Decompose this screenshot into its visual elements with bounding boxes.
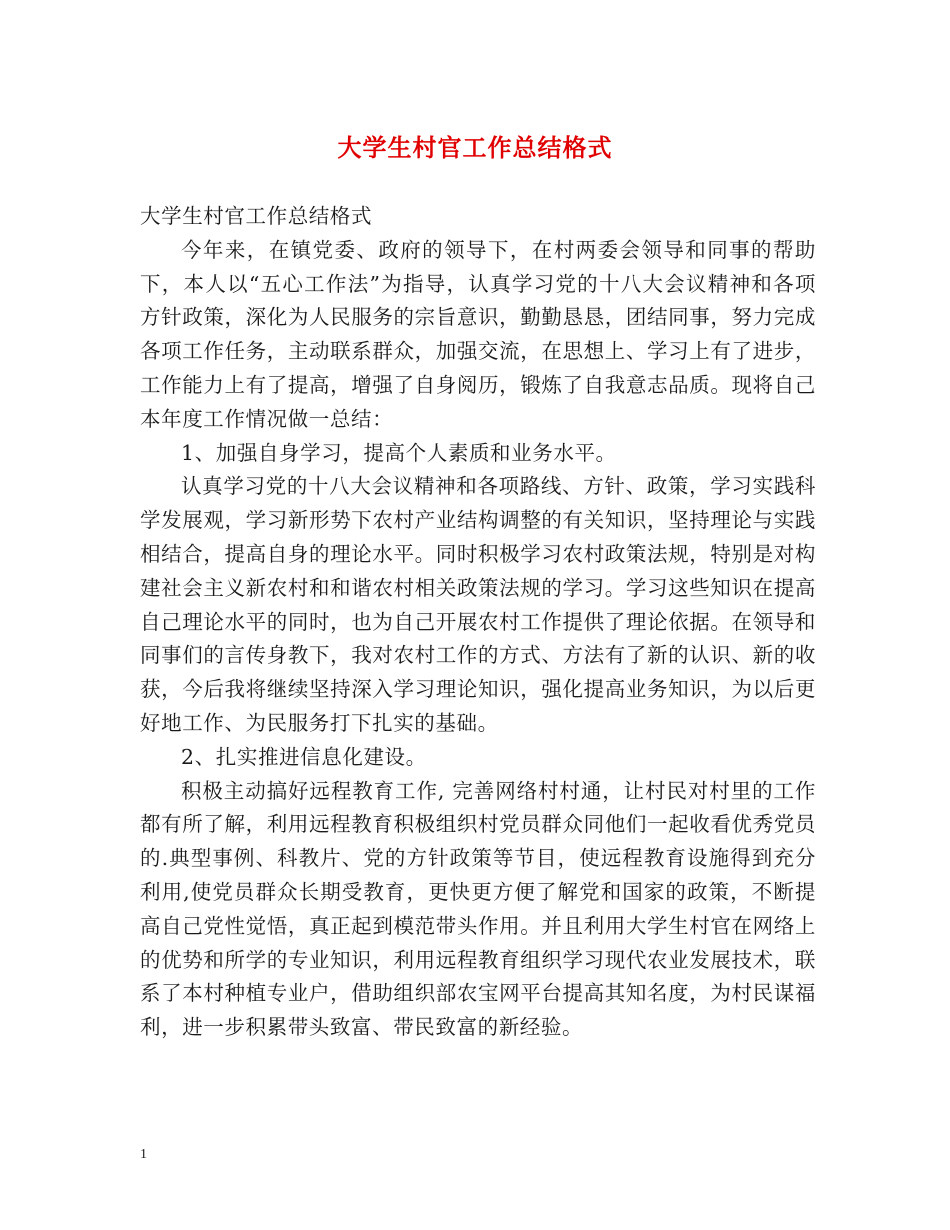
document-body (140, 200, 816, 1045)
document-subtitle: 大学生村官工作总结格式 (140, 204, 373, 228)
page-number: 1 (140, 1147, 147, 1162)
body-paragraph: 2、扎实推进信息化建设。 (181, 744, 427, 769)
body-paragraph: 今年来，在镇党委、政府的领导下，在村两委会领导和同事的帮助下，本人以“五心工作法”为指导，认真学习党的十八大会议精神和各项方针政策，深化为人民服务的宗旨意识，勤勤恳恳，团结同事，努力完成各项工作任务，主动联系群众，加强交流，在思想上、学习上有了进步，工作能力上有了提高，增强了自身阅历，锻炼了自我意志品质。现将自己本年度工作情况做一总结： (140, 237, 816, 431)
body-paragraph: 认真学习党的十八大会议精神和各项路线、方针、政策，学习实践科学发展观，学习新形势下农村产业结构调整的有关知识，坚持理论与实践相结合，提高自身的理论水平。同时积极学习农村政策法规，特别是对构建社会主义新农村和和谐农村相关政策法规的学习。学习这些知识在提高自己理论水平的同时，也为自己开展农村工作提供了理论依据。在领导和同事们的言传身教下，我对农村工作的方式、方法有了新的认识、新的收获，今后我将继续坚持深入学习理论知识，强化提高业务知识，为以后更好地工作、为民服务打下扎实的基础。 (140, 474, 816, 735)
body-paragraph: 1、加强自身学习，提高个人素质和业务水平。 (181, 440, 617, 465)
body-paragraph: 积极主动搞好远程教育工作, 完善网络村村通，让村民对村里的工作都有所了解，利用远程教育积极组织村党员群众同他们一起收看优秀党员的.典型事例、科教片、党的方针政策等节目，使远程教育设施得到充分利用,使党员群众长期受教育，更快更方便了解党和国家的政策，不断提高自己党性觉悟，真正起到模范带头作用。并且利用大学生村官在网络上的优势和所学的专业知识，利用远程教育组织学习现代农业发展技术，联系了本村种植专业户，借助组织部农宝网平台提高其知名度，为村民谋福利，进一步积累带头致富、带民致富的新经验。 (140, 778, 816, 1040)
document-title: 大学生村官工作总结格式 (337, 133, 613, 162)
